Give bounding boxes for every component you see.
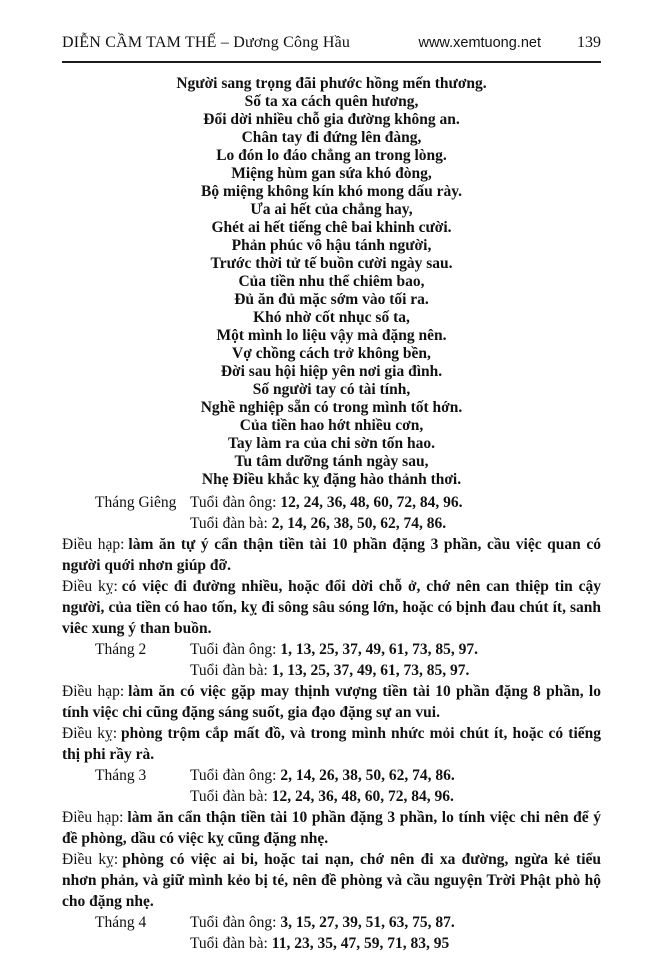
book-title: DIỄN CẦM TAM THẾ – Dương Công Hầu	[62, 34, 351, 51]
month-name: Tháng 2	[95, 641, 147, 658]
poem-line: Miệng hùm gan sứa khó đòng,	[231, 165, 432, 182]
dieu-ky-text: có việc đi đường nhiều, hoặc đổi dời chỗ ở, chớ nên can thiệp tin cậy người, của tiền có hao tốn, kỵ đi sông sâu sóng lớn, hoặc có bịnh đau chút ít, sanh viêc xung ý than buồn.	[62, 578, 601, 637]
women-ages-label: Tuổi đàn bà:	[190, 935, 268, 952]
poem-line: Ưa ai hết của chẳng hay,	[250, 201, 413, 218]
page-number: 139	[577, 34, 601, 51]
women-ages-values: 12, 24, 36, 48, 60, 72, 84, 96.	[271, 788, 454, 805]
poem-line: Khó nhờ cốt nhục số ta,	[253, 309, 410, 326]
dieu-hap-label: Điều hạp:	[62, 809, 124, 826]
women-ages-label: Tuổi đàn bà:	[190, 515, 268, 532]
page-header	[62, 34, 601, 63]
poem-line: Một mình lo liệu vậy mà đặng nên.	[216, 327, 447, 344]
months-content	[62, 492, 601, 954]
dieu-hap-text: làm ăn có việc gặp may thịnh vượng tiền tài 10 phần đặng 8 phần, lo tính việc chi cũng đặng sáng suốt, gia đạo đặng sự an vui.	[62, 683, 601, 721]
women-ages-values: 11, 23, 35, 47, 59, 71, 83, 95	[271, 935, 450, 952]
poem-line: Ghét ai hết tiếng chê bai khinh cười.	[211, 219, 452, 236]
dieu-hap-text: làm ăn tự ý cẩn thận tiền tài 10 phần đặng 3 phần, cầu việc quan có người quới nhơn giúp đỡ.	[62, 536, 601, 574]
poem-line: Nghề nghiệp sẵn có trong mình tốt hớn.	[200, 399, 463, 416]
poem-line: Tu tâm dưỡng tánh ngày sau,	[234, 453, 429, 470]
men-ages-values: 1, 13, 25, 37, 49, 61, 73, 85, 97.	[280, 641, 479, 658]
poem-line: Phản phúc vô hậu tánh người,	[231, 237, 432, 254]
poem-line: Lo đón lo đáo chẳng an trong lòng.	[216, 147, 447, 164]
dieu-hap-paragraph	[62, 534, 601, 576]
dieu-ky-paragraph	[62, 849, 601, 912]
men-ages-values: 2, 14, 26, 38, 50, 62, 74, 86.	[280, 767, 455, 784]
poem-line: Số ta xa cách quên hương,	[244, 93, 419, 110]
month-row-women	[62, 933, 601, 954]
dieu-hap-text: làm ăn cẩn thận tiền tài 10 phần đặng 3 phần, lo tính việc chi nên để ý đề phòng, dầu có việc kỵ cũng đặng nhẹ.	[62, 809, 601, 847]
men-ages-values: 3, 15, 27, 39, 51, 63, 75, 87.	[280, 914, 455, 931]
women-ages-label: Tuổi đàn bà:	[190, 662, 268, 679]
dieu-hap-paragraph	[62, 807, 601, 849]
women-ages-values: 2, 14, 26, 38, 50, 62, 74, 86.	[271, 515, 447, 532]
site-url: www.xemtuong.net	[418, 35, 541, 51]
dieu-ky-label: Điều kỵ:	[62, 725, 118, 742]
month-row-women	[62, 786, 601, 807]
poem-line: Người sang trọng đãi phước hồng mến thương.	[176, 75, 487, 92]
poem-line: Đời sau hội hiệp yên nơi gia đình.	[220, 363, 443, 380]
dieu-ky-text: phòng có việc ai bi, hoặc tai nạn, chớ nên đi xa đường, ngừa kẻ tiểu nhơn phản, và giữ mình kẻo bị té, nên đề phòng và cầu nguyện Trời Phật phò hộ cho đặng nhẹ.	[62, 851, 601, 910]
poem-line: Trước thời tử tế buồn cười ngày sau.	[210, 255, 453, 272]
poem-line: Chân tay đi đứng lên đàng,	[241, 129, 422, 146]
dieu-ky-label: Điều kỵ:	[62, 578, 118, 595]
dieu-ky-text: phòng trộm cắp mất đồ, và trong mình nhức mỏi chút ít, hoặc có tiếng thị phi rầy rà.	[62, 725, 602, 763]
poem	[62, 75, 601, 489]
men-ages-label: Tuổi đàn ông:	[190, 914, 277, 931]
month-name: Tháng 4	[95, 914, 147, 931]
dieu-ky-label: Điều kỵ:	[62, 851, 119, 868]
men-ages-label: Tuổi đàn ông:	[190, 494, 277, 511]
poem-line: Đủ ăn đủ mặc sớm vào tối ra.	[234, 291, 429, 308]
month-name: Tháng 3	[95, 767, 147, 784]
women-ages-label: Tuổi đàn bà:	[190, 788, 268, 805]
poem-line: Của tiền hao hớt nhiều cơn,	[239, 417, 424, 434]
poem-line: Nhẹ Điều khắc kỵ đặng hào thảnh thơi.	[201, 471, 462, 488]
month-row-men	[62, 639, 601, 660]
month-row-men	[62, 765, 601, 786]
dieu-hap-paragraph	[62, 681, 601, 723]
dieu-hap-label: Điều hạp:	[62, 683, 125, 700]
poem-line: Của tiền nhu thể chiêm bao,	[238, 273, 425, 290]
dieu-ky-paragraph	[62, 723, 601, 765]
month-name: Tháng Giêng	[95, 494, 177, 511]
dieu-hap-label: Điều hạp:	[62, 536, 125, 553]
month-row-men	[62, 912, 601, 933]
women-ages-values: 1, 13, 25, 37, 49, 61, 73, 85, 97.	[271, 662, 470, 679]
header-right	[418, 34, 601, 52]
month-row-women	[62, 660, 601, 681]
men-ages-values: 12, 24, 36, 48, 60, 72, 84, 96.	[280, 494, 463, 511]
poem-line: Bộ miệng không kín khó mong dấu rày.	[200, 183, 462, 200]
month-row-women	[62, 513, 601, 534]
dieu-ky-paragraph	[62, 576, 601, 639]
poem-line: Vợ chồng cách trở không bền,	[232, 345, 431, 362]
men-ages-label: Tuổi đàn ông:	[190, 641, 277, 658]
month-row-men	[62, 492, 601, 513]
poem-line: Số người tay có tài tính,	[252, 381, 411, 398]
poem-line: Tay làm ra của chi sờn tốn hao.	[228, 435, 435, 452]
poem-line: Đổi dời nhiều chỗ gia đường không an.	[203, 111, 460, 128]
men-ages-label: Tuổi đàn ông:	[190, 767, 277, 784]
